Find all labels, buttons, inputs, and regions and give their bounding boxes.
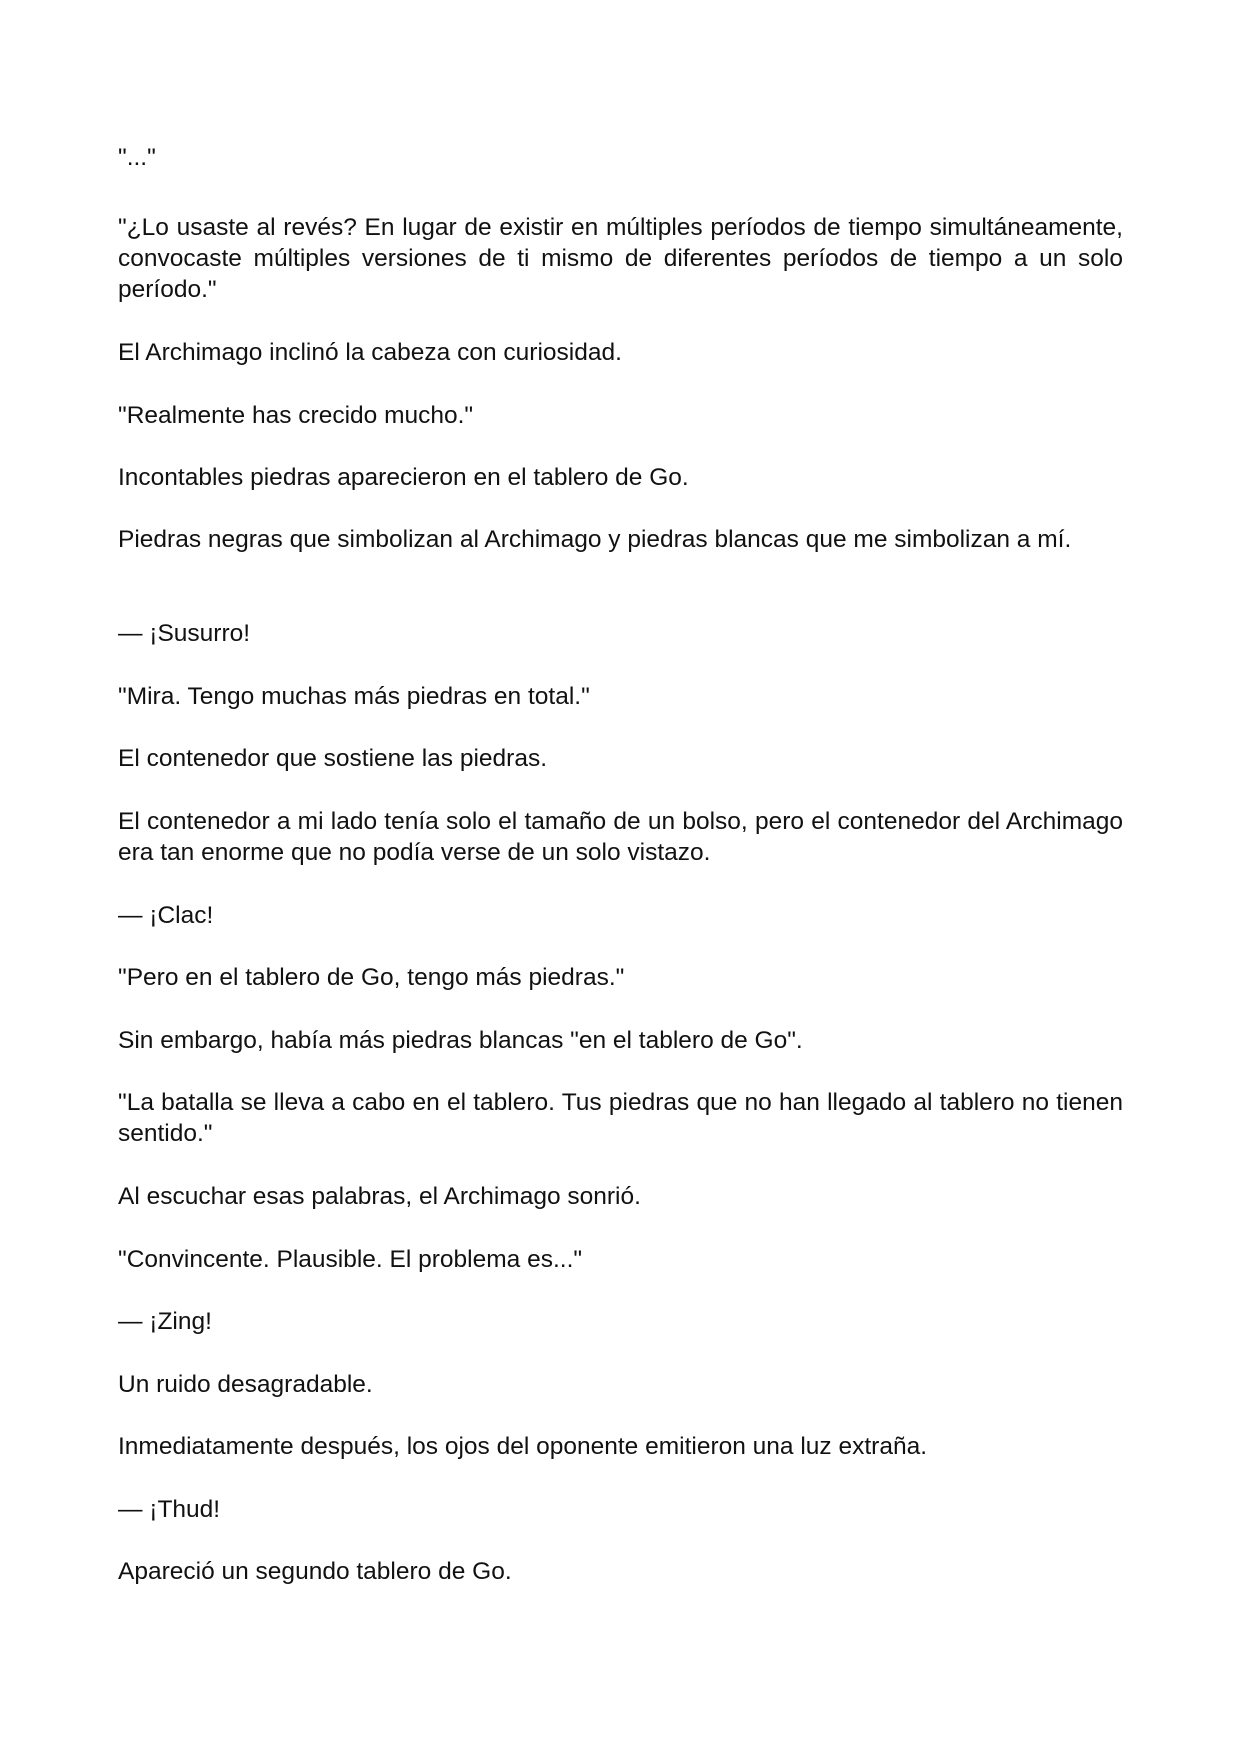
paragraph: — ¡Susurro!: [118, 620, 251, 647]
paragraph: Sin embargo, había más piedras blancas "en el tablero de Go".: [118, 1027, 803, 1054]
paragraph: "Convincente. Plausible. El problema es...": [118, 1246, 583, 1273]
paragraph: El contenedor a mi lado tenía solo el tamaño de un bolso, pero el contenedor del Archimago era tan enorme que no podía verse de un solo vistazo.: [118, 808, 1123, 866]
paragraph: El contenedor que sostiene las piedras.: [118, 745, 548, 772]
paragraph: "Mira. Tengo muchas más piedras en total.": [118, 683, 590, 710]
paragraph: Inmediatamente después, los ojos del oponente emitieron una luz extraña.: [118, 1433, 928, 1460]
paragraph: — ¡Clac!: [118, 902, 214, 929]
paragraph: Piedras negras que simbolizan al Archimago y piedras blancas que me simbolizan a mí.: [118, 526, 1072, 553]
paragraph: Incontables piedras aparecieron en el tablero de Go.: [118, 464, 689, 491]
paragraph: "Realmente has crecido mucho.": [118, 402, 474, 429]
paragraph: — ¡Thud!: [118, 1496, 221, 1523]
paragraph: "¿Lo usaste al revés? En lugar de existir en múltiples períodos de tiempo simultáneamente, convocaste múltiples versiones de ti mismo de diferentes períodos de tiempo a un solo período.": [118, 214, 1123, 303]
paragraph: Al escuchar esas palabras, el Archimago sonrió.: [118, 1183, 641, 1210]
paragraph: Un ruido desagradable.: [118, 1371, 373, 1398]
paragraph: Apareció un segundo tablero de Go.: [118, 1558, 512, 1585]
paragraph: "La batalla se lleva a cabo en el tablero. Tus piedras que no han llegado al tablero no tienen sentido.": [118, 1089, 1123, 1147]
paragraph: El Archimago inclinó la cabeza con curiosidad.: [118, 339, 622, 366]
paragraph: "...": [118, 144, 156, 171]
paragraph: "Pero en el tablero de Go, tengo más piedras.": [118, 964, 625, 991]
paragraph: — ¡Zing!: [118, 1308, 212, 1335]
